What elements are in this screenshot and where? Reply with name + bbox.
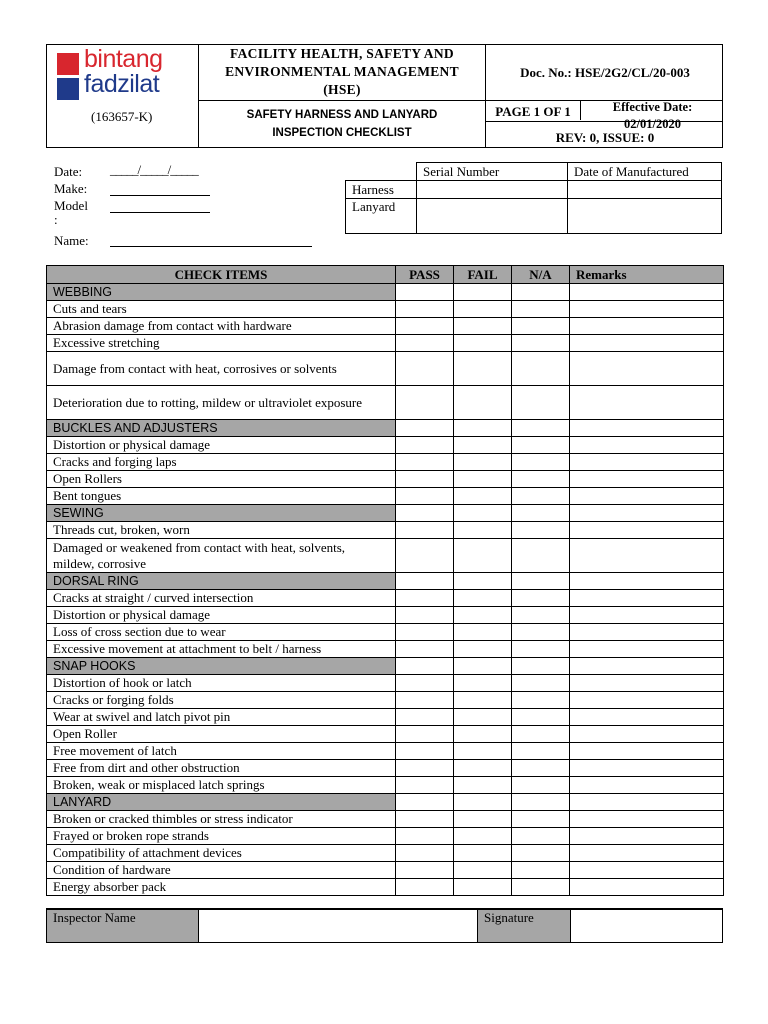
fail-cell[interactable]: [454, 675, 512, 692]
na-header: N/A: [512, 266, 570, 284]
company-reg-no: (163657-K): [91, 109, 153, 124]
check-item-label: Damaged or weakened from contact with heat, solvents, mildew, corrosive: [47, 539, 396, 573]
table-row: [47, 675, 724, 692]
check-item-label: Cuts and tears: [47, 301, 396, 318]
remarks-cell[interactable]: [570, 505, 724, 522]
na-cell[interactable]: [512, 488, 570, 505]
pass-cell[interactable]: [396, 641, 454, 658]
remarks-cell[interactable]: [570, 709, 724, 726]
na-cell[interactable]: [512, 590, 570, 607]
remarks-cell[interactable]: [570, 658, 724, 675]
pass-cell[interactable]: [396, 794, 454, 811]
table-row: [47, 760, 724, 777]
pass-cell[interactable]: [396, 437, 454, 454]
fail-cell[interactable]: [454, 641, 512, 658]
na-cell[interactable]: [512, 845, 570, 862]
model-label: Model: [54, 198, 88, 213]
remarks-cell[interactable]: [570, 573, 724, 590]
pass-header: PASS: [396, 266, 454, 284]
table-row: [47, 352, 724, 386]
check-item-label: Cracks or forging folds: [47, 692, 396, 709]
table-row: [47, 641, 724, 658]
check-items-header: CHECK ITEMS: [47, 266, 396, 284]
section-row: [47, 420, 724, 437]
pass-cell[interactable]: [396, 573, 454, 590]
check-item-label: Free from dirt and other obstruction: [47, 760, 396, 777]
table-row: [47, 539, 724, 573]
check-item-label: Energy absorber pack: [47, 879, 396, 896]
na-cell[interactable]: [512, 335, 570, 352]
date-manufactured-header: Date of Manufactured: [568, 163, 722, 181]
company-logo: [53, 45, 193, 103]
fail-cell[interactable]: [454, 862, 512, 879]
check-item-label: Bent tongues: [47, 488, 396, 505]
section-row: [47, 284, 724, 301]
remarks-cell[interactable]: [570, 386, 724, 420]
na-cell[interactable]: [512, 573, 570, 590]
fail-cell[interactable]: [454, 335, 512, 352]
table-row: [47, 811, 724, 828]
logo-text-line1: bintang: [84, 45, 163, 73]
na-cell[interactable]: [512, 760, 570, 777]
fail-cell[interactable]: [454, 811, 512, 828]
remarks-cell[interactable]: [570, 335, 724, 352]
section-row: [47, 794, 724, 811]
date-field[interactable]: _____/_____/_____: [110, 162, 198, 177]
pass-cell[interactable]: [396, 828, 454, 845]
fail-cell[interactable]: [454, 726, 512, 743]
pass-cell[interactable]: [396, 624, 454, 641]
pass-cell[interactable]: [396, 590, 454, 607]
pass-cell[interactable]: [396, 522, 454, 539]
fail-cell[interactable]: [454, 301, 512, 318]
pass-cell[interactable]: [396, 675, 454, 692]
check-item-label: Excessive stretching: [47, 335, 396, 352]
na-cell[interactable]: [512, 692, 570, 709]
remarks-cell[interactable]: [570, 539, 724, 573]
table-row: [47, 624, 724, 641]
check-item-label: Free movement of latch: [47, 743, 396, 760]
na-cell[interactable]: [512, 709, 570, 726]
harness-label: Harness: [346, 181, 417, 199]
inspector-name-field[interactable]: [199, 909, 478, 943]
pass-cell[interactable]: [396, 420, 454, 437]
na-cell[interactable]: [512, 454, 570, 471]
fail-cell[interactable]: [454, 284, 512, 301]
table-row: [47, 488, 724, 505]
remarks-cell[interactable]: [570, 488, 724, 505]
fail-cell[interactable]: [454, 437, 512, 454]
date-label: Date:: [54, 164, 83, 179]
na-cell[interactable]: [512, 539, 570, 573]
pass-cell[interactable]: [396, 386, 454, 420]
pass-cell[interactable]: [396, 488, 454, 505]
section-row: [47, 658, 724, 675]
signature-label: Signature: [478, 909, 571, 943]
lanyard-date-cell[interactable]: [568, 199, 722, 234]
pass-cell[interactable]: [396, 352, 454, 386]
fail-cell[interactable]: [454, 505, 512, 522]
table-row: [47, 726, 724, 743]
section-row: [47, 505, 724, 522]
table-row: [47, 386, 724, 420]
remarks-cell[interactable]: [570, 624, 724, 641]
table-row: [47, 777, 724, 794]
table-row: [47, 522, 724, 539]
remarks-cell[interactable]: [570, 845, 724, 862]
section-title: SEWING: [47, 505, 396, 522]
table-row: [47, 590, 724, 607]
fail-cell[interactable]: [454, 794, 512, 811]
section-title: BUCKLES AND ADJUSTERS: [47, 420, 396, 437]
check-item-label: Distortion or physical damage: [47, 437, 396, 454]
check-item-label: Wear at swivel and latch pivot pin: [47, 709, 396, 726]
remarks-cell[interactable]: [570, 726, 724, 743]
make-label: Make:: [54, 181, 88, 196]
na-cell[interactable]: [512, 522, 570, 539]
fail-cell[interactable]: [454, 743, 512, 760]
remarks-cell[interactable]: [570, 607, 724, 624]
na-cell[interactable]: [512, 828, 570, 845]
fail-cell[interactable]: [454, 318, 512, 335]
check-item-label: Damage from contact with heat, corrosives or solvents: [47, 352, 396, 386]
remarks-cell[interactable]: [570, 437, 724, 454]
fail-cell[interactable]: [454, 777, 512, 794]
harness-date-cell[interactable]: [568, 181, 722, 199]
na-cell[interactable]: [512, 607, 570, 624]
revision-info: REV: 0, ISSUE: 0: [555, 130, 655, 145]
pass-cell[interactable]: [396, 607, 454, 624]
table-row: [47, 862, 724, 879]
fail-cell[interactable]: [454, 624, 512, 641]
section-title: WEBBING: [47, 284, 396, 301]
pass-cell[interactable]: [396, 760, 454, 777]
pass-cell[interactable]: [396, 318, 454, 335]
fail-cell[interactable]: [454, 658, 512, 675]
pass-cell[interactable]: [396, 284, 454, 301]
signoff-table: [46, 908, 723, 943]
fail-cell[interactable]: [454, 539, 512, 573]
document-title: FACILITY HEALTH, SAFETY AND ENVIRONMENTAL MANAGEMENT (HSE): [225, 46, 459, 97]
remarks-header: Remarks: [570, 266, 724, 284]
fail-cell[interactable]: [454, 522, 512, 539]
check-item-label: Excessive movement at attachment to belt / harness: [47, 641, 396, 658]
checklist-table: [46, 265, 724, 896]
na-cell[interactable]: [512, 879, 570, 896]
na-cell[interactable]: [512, 284, 570, 301]
remarks-cell[interactable]: [570, 675, 724, 692]
table-row: [47, 318, 724, 335]
fail-cell[interactable]: [454, 879, 512, 896]
table-row: [47, 709, 724, 726]
name-label: Name:: [54, 233, 89, 248]
remarks-cell[interactable]: [570, 352, 724, 386]
inspector-name-label: Inspector Name: [47, 909, 199, 943]
table-row: [47, 471, 724, 488]
doc-number: Doc. No.: HSE/2G2/CL/20-003: [520, 65, 690, 80]
na-cell[interactable]: [512, 794, 570, 811]
na-cell[interactable]: [512, 811, 570, 828]
pass-cell[interactable]: [396, 539, 454, 573]
check-item-label: Cracks and forging laps: [47, 454, 396, 471]
page-indicator: PAGE 1 OF 1: [495, 104, 571, 119]
na-cell[interactable]: [512, 658, 570, 675]
table-row: [47, 743, 724, 760]
na-cell[interactable]: [512, 505, 570, 522]
pass-cell[interactable]: [396, 879, 454, 896]
fail-cell[interactable]: [454, 692, 512, 709]
table-row: [47, 437, 724, 454]
lanyard-serial-cell[interactable]: [417, 199, 568, 234]
table-row: [47, 335, 724, 352]
check-item-label: Distortion of hook or latch: [47, 675, 396, 692]
remarks-cell[interactable]: [570, 811, 724, 828]
check-item-label: Cracks at straight / curved intersection: [47, 590, 396, 607]
checklist-rows: [47, 284, 724, 896]
fail-cell[interactable]: [454, 420, 512, 437]
pass-cell[interactable]: [396, 692, 454, 709]
remarks-cell[interactable]: [570, 828, 724, 845]
check-item-label: Condition of hardware: [47, 862, 396, 879]
serial-number-header: Serial Number: [417, 163, 568, 181]
remarks-cell[interactable]: [570, 794, 724, 811]
pass-cell[interactable]: [396, 471, 454, 488]
na-cell[interactable]: [512, 743, 570, 760]
pass-cell[interactable]: [396, 505, 454, 522]
fail-cell[interactable]: [454, 471, 512, 488]
remarks-cell[interactable]: [570, 522, 724, 539]
pass-cell[interactable]: [396, 658, 454, 675]
check-item-label: Broken, weak or misplaced latch springs: [47, 777, 396, 794]
section-row: [47, 573, 724, 590]
name-field[interactable]: [110, 246, 312, 247]
pass-cell[interactable]: [396, 845, 454, 862]
logo-red-square: [57, 53, 79, 75]
pass-cell[interactable]: [396, 709, 454, 726]
check-item-label: Threads cut, broken, worn: [47, 522, 396, 539]
table-row: [47, 692, 724, 709]
na-cell[interactable]: [512, 624, 570, 641]
fail-cell[interactable]: [454, 573, 512, 590]
remarks-cell[interactable]: [570, 641, 724, 658]
serial-table: [345, 162, 722, 234]
remarks-cell[interactable]: [570, 284, 724, 301]
fail-cell[interactable]: [454, 709, 512, 726]
pass-cell[interactable]: [396, 726, 454, 743]
na-cell[interactable]: [512, 471, 570, 488]
table-row: [47, 828, 724, 845]
check-item-label: Deterioration due to rotting, mildew or ultraviolet exposure: [47, 386, 396, 420]
effective-date: Effective Date: 02/01/2020: [612, 100, 693, 131]
check-item-label: Abrasion damage from contact with hardware: [47, 318, 396, 335]
remarks-cell[interactable]: [570, 420, 724, 437]
na-cell[interactable]: [512, 675, 570, 692]
na-cell[interactable]: [512, 437, 570, 454]
table-row: [47, 879, 724, 896]
fail-cell[interactable]: [454, 760, 512, 777]
table-row: [47, 845, 724, 862]
logo-text-line2: fadzilat: [84, 70, 160, 98]
remarks-cell[interactable]: [570, 743, 724, 760]
check-item-label: Frayed or broken rope strands: [47, 828, 396, 845]
fail-header: FAIL: [454, 266, 512, 284]
fail-cell[interactable]: [454, 590, 512, 607]
check-item-label: Broken or cracked thimbles or stress indicator: [47, 811, 396, 828]
fail-cell[interactable]: [454, 352, 512, 386]
remarks-cell[interactable]: [570, 318, 724, 335]
document-subtitle: SAFETY HARNESS AND LANYARD INSPECTION CHECKLIST: [246, 109, 438, 139]
remarks-cell[interactable]: [570, 777, 724, 794]
na-cell[interactable]: [512, 641, 570, 658]
na-cell[interactable]: [512, 420, 570, 437]
na-cell[interactable]: [512, 352, 570, 386]
check-item-label: Distortion or physical damage: [47, 607, 396, 624]
fail-cell[interactable]: [454, 488, 512, 505]
na-cell[interactable]: [512, 726, 570, 743]
signature-field[interactable]: [571, 909, 723, 943]
check-item-label: Open Rollers: [47, 471, 396, 488]
remarks-cell[interactable]: [570, 590, 724, 607]
section-title: SNAP HOOKS: [47, 658, 396, 675]
pass-cell[interactable]: [396, 743, 454, 760]
pass-cell[interactable]: [396, 777, 454, 794]
fail-cell[interactable]: [454, 607, 512, 624]
na-cell[interactable]: [512, 301, 570, 318]
na-cell[interactable]: [512, 386, 570, 420]
check-item-label: Open Roller: [47, 726, 396, 743]
check-item-label: Compatibility of attachment devices: [47, 845, 396, 862]
section-title: DORSAL RING: [47, 573, 396, 590]
remarks-cell[interactable]: [570, 760, 724, 777]
na-cell[interactable]: [512, 318, 570, 335]
remarks-cell[interactable]: [570, 454, 724, 471]
fail-cell[interactable]: [454, 845, 512, 862]
model-colon: :: [54, 212, 58, 227]
table-row: [47, 454, 724, 471]
remarks-cell[interactable]: [570, 862, 724, 879]
table-row: [47, 607, 724, 624]
remarks-cell[interactable]: [570, 879, 724, 896]
remarks-cell[interactable]: [570, 301, 724, 318]
pass-cell[interactable]: [396, 811, 454, 828]
remarks-cell[interactable]: [570, 692, 724, 709]
pass-cell[interactable]: [396, 862, 454, 879]
model-field[interactable]: [110, 212, 210, 213]
harness-serial-cell[interactable]: [417, 181, 568, 199]
make-field[interactable]: [110, 195, 210, 196]
remarks-cell[interactable]: [570, 471, 724, 488]
fail-cell[interactable]: [454, 386, 512, 420]
na-cell[interactable]: [512, 862, 570, 879]
fail-cell[interactable]: [454, 454, 512, 471]
na-cell[interactable]: [512, 777, 570, 794]
pass-cell[interactable]: [396, 301, 454, 318]
logo-blue-square: [57, 78, 79, 100]
document-header: [46, 44, 723, 148]
fail-cell[interactable]: [454, 828, 512, 845]
pass-cell[interactable]: [396, 454, 454, 471]
check-item-label: Loss of cross section due to wear: [47, 624, 396, 641]
lanyard-label: Lanyard: [346, 199, 417, 234]
section-title: LANYARD: [47, 794, 396, 811]
table-row: [47, 301, 724, 318]
pass-cell[interactable]: [396, 335, 454, 352]
